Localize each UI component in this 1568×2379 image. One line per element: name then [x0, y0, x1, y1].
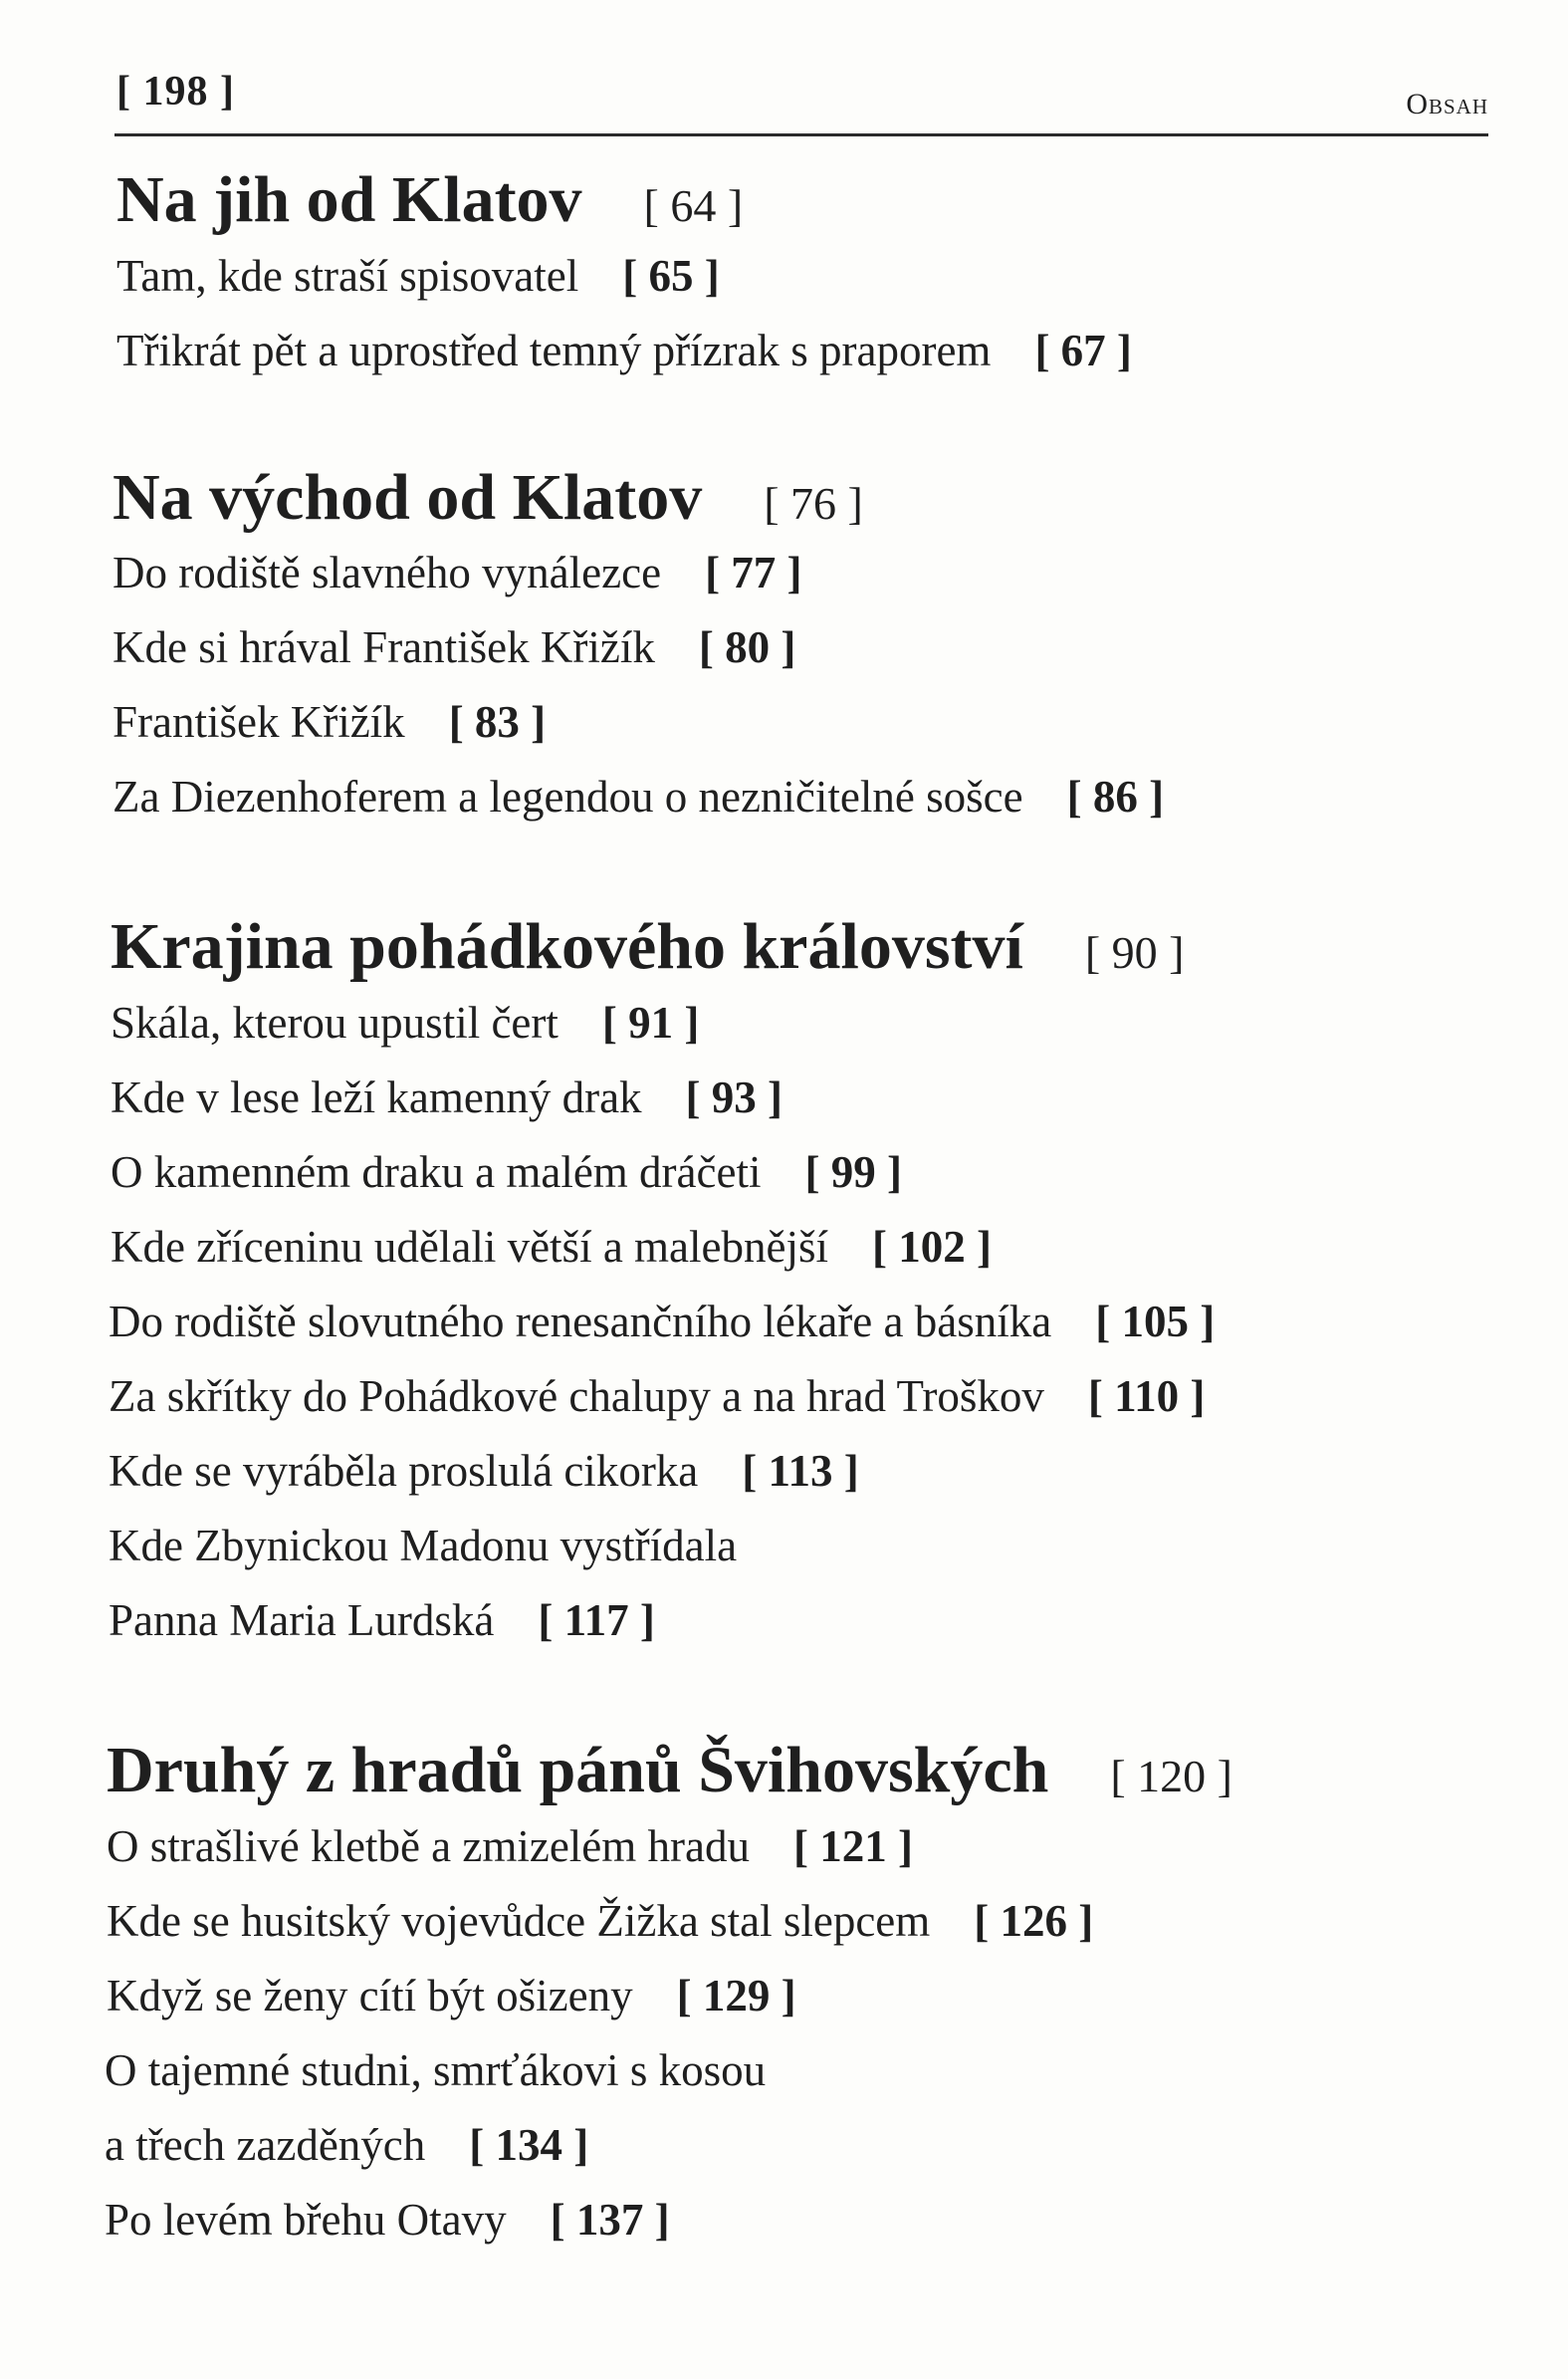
entry-page-ref: [ 129 ]	[676, 1971, 796, 2021]
entry-page-ref: [ 65 ]	[622, 251, 720, 301]
toc-entry: O strašlivé kletbě a zmizelém hradu [ 121 ]	[107, 1821, 913, 1871]
toc-entry: František Křižík [ 83 ]	[112, 697, 547, 747]
section-page-ref: [ 120 ]	[1110, 1751, 1232, 1801]
running-title: Obsah	[1406, 88, 1488, 120]
entry-page-ref: [ 110 ]	[1087, 1371, 1206, 1421]
entry-page-ref: [ 105 ]	[1095, 1297, 1216, 1346]
toc-entry: Do rodiště slovutného renesančního lékaře a básníka [ 105 ]	[109, 1297, 1216, 1346]
section-title: Krajina pohádkového království [ 90 ]	[111, 910, 1185, 983]
toc-entry: Kde zříceninu udělali větší a malebnější [ 102 ]	[111, 1222, 992, 1272]
toc-entry: Za skřítky do Pohádkové chalupy a na hrad Troškov [ 110 ]	[109, 1371, 1206, 1421]
page-number: [ 198 ]	[116, 69, 235, 115]
toc-entry: O tajemné studni, smrťákovi s kosou	[105, 2045, 767, 2095]
toc-entry: Tam, kde straší spisovatel [ 65 ]	[116, 251, 720, 301]
toc-entry: Skála, kterou upustil čert [ 91 ]	[111, 998, 700, 1048]
entry-page-ref: [ 91 ]	[601, 998, 700, 1048]
toc-entry: Za Diezenhoferem a legendou o nezničitelné sošce [ 86 ]	[112, 772, 1165, 822]
entry-page-ref: [ 83 ]	[448, 697, 547, 747]
toc-entry: a třech zazděných [ 134 ]	[105, 2120, 589, 2170]
entry-page-ref: [ 117 ]	[538, 1595, 655, 1645]
section-title: Na jih od Klatov [ 64 ]	[116, 163, 744, 236]
toc-entry: Kde se vyráběla proslulá cikorka [ 113 ]	[109, 1446, 859, 1496]
entry-page-ref: [ 67 ]	[1034, 326, 1132, 375]
entry-page-ref: [ 86 ]	[1066, 772, 1165, 822]
entry-page-ref: [ 102 ]	[872, 1222, 992, 1272]
toc-entry: Třikrát pět a uprostřed temný přízrak s praporem [ 67 ]	[116, 326, 1132, 375]
section-page-ref: [ 76 ]	[764, 478, 863, 529]
entry-page-ref: [ 121 ]	[793, 1821, 913, 1871]
toc-entry: Kde v lese leží kamenný drak [ 93 ]	[111, 1072, 784, 1122]
toc-entry: Do rodiště slavného vynálezce [ 77 ]	[112, 548, 802, 597]
toc-entry: Kde Zbynickou Madonu vystřídala	[109, 1521, 738, 1570]
header-rule	[114, 133, 1488, 136]
entry-page-ref: [ 77 ]	[705, 548, 802, 597]
section-title: Druhý z hradů pánů Švihovských [ 120 ]	[107, 1734, 1232, 1806]
page-header	[114, 68, 1488, 137]
entry-page-ref: [ 80 ]	[698, 622, 796, 672]
toc-entry: Po levém břehu Otavy [ 137 ]	[105, 2195, 670, 2245]
entry-page-ref: [ 99 ]	[804, 1147, 902, 1197]
entry-page-ref: [ 137 ]	[550, 2195, 670, 2245]
toc-entry: Panna Maria Lurdská [ 117 ]	[109, 1595, 655, 1645]
toc-entry: O kamenném draku a malém dráčeti [ 99 ]	[111, 1147, 902, 1197]
toc-entry: Když se ženy cítí být ošizeny [ 129 ]	[107, 1971, 796, 2021]
entry-page-ref: [ 93 ]	[685, 1072, 784, 1122]
toc-entry: Kde se husitský vojevůdce Žižka stal slepcem [ 126 ]	[107, 1896, 1094, 1946]
section-title: Na východ od Klatov [ 76 ]	[112, 461, 863, 534]
section-page-ref: [ 90 ]	[1084, 927, 1185, 978]
entry-page-ref: [ 126 ]	[974, 1896, 1094, 1946]
entry-page-ref: [ 113 ]	[742, 1446, 859, 1496]
toc-entry: Kde si hrával František Křižík [ 80 ]	[112, 622, 796, 672]
section-page-ref: [ 64 ]	[643, 180, 744, 231]
entry-page-ref: [ 134 ]	[469, 2120, 589, 2170]
